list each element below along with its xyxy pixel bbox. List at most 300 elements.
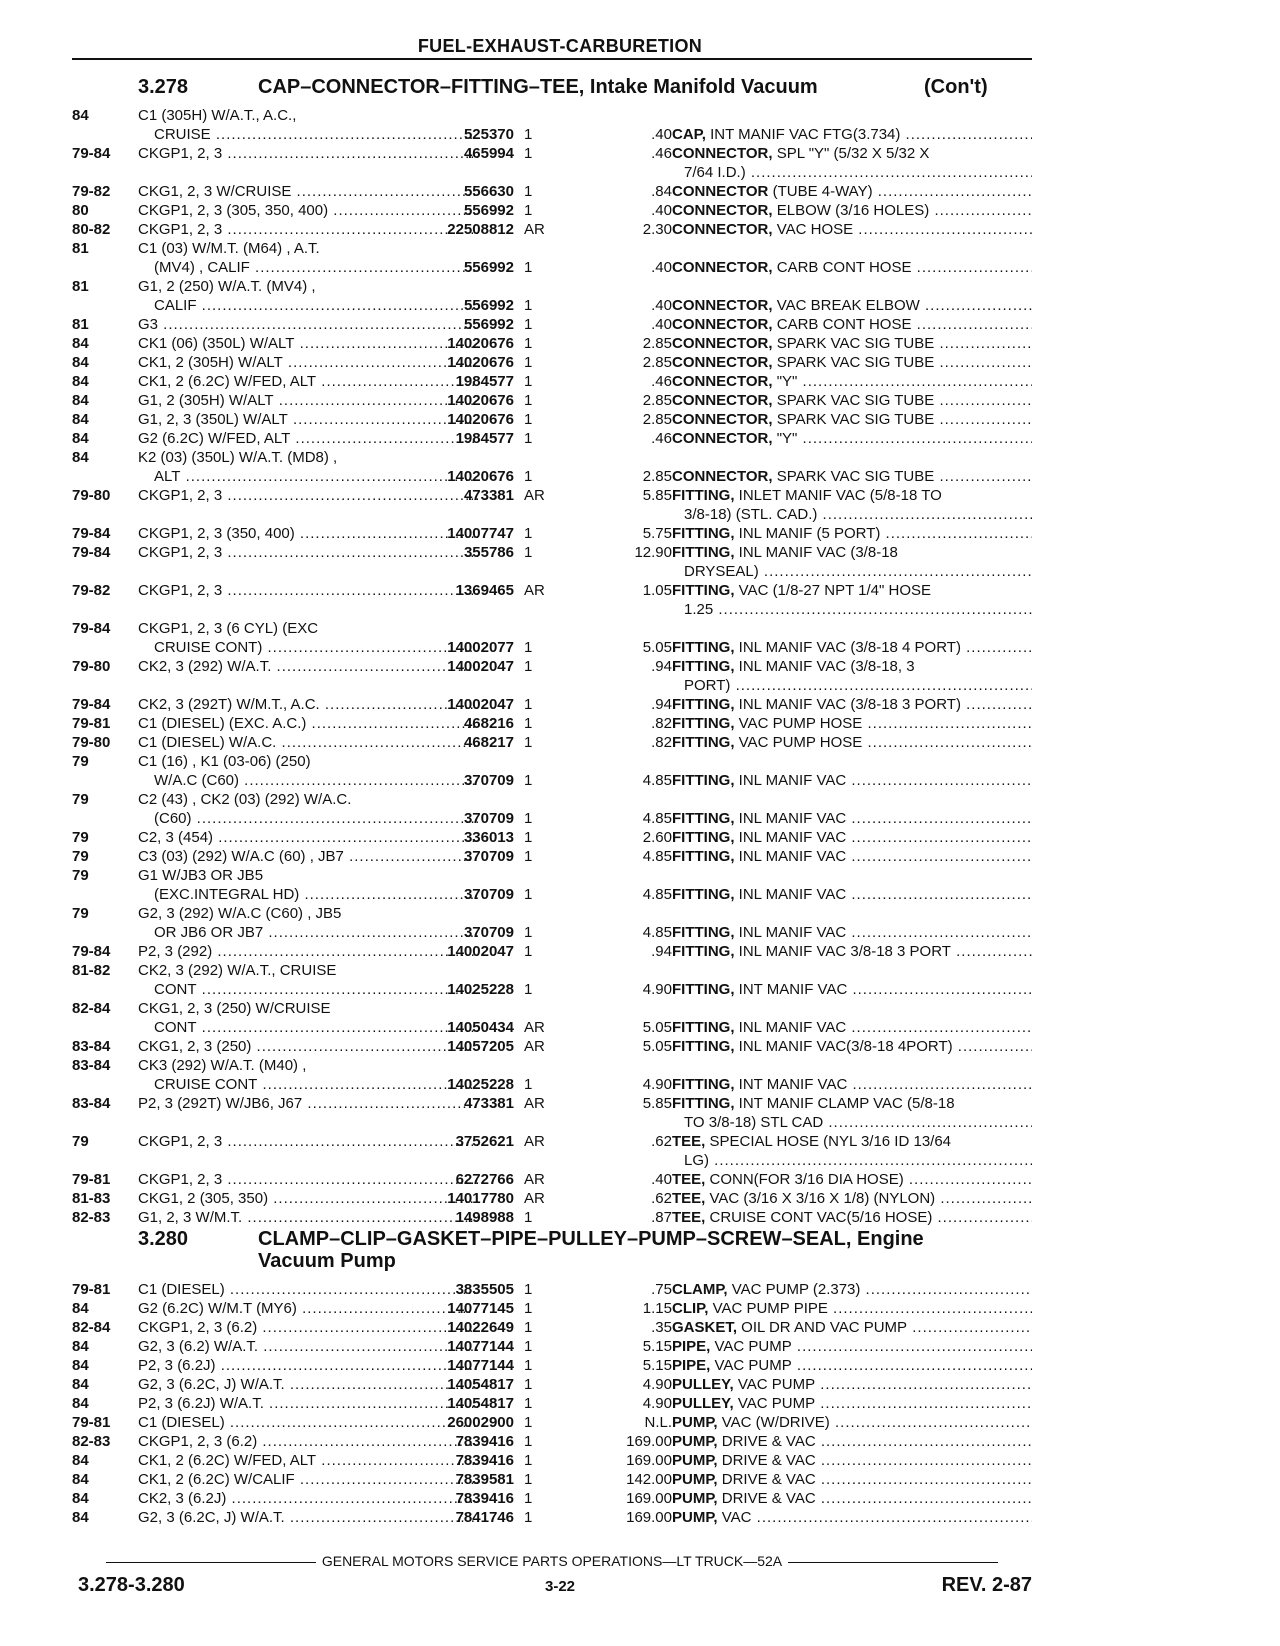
description-line: CLAMP, VAC PUMP (2.373) ..... <box>672 1280 1032 1299</box>
price: 2.85 <box>642 468 672 485</box>
model-application <box>138 1094 478 1113</box>
part-description <box>672 144 1032 182</box>
quantity: 1 <box>524 696 533 713</box>
model-line: CKGP1, 2, 3 ..... <box>138 144 478 163</box>
part-number: 1984577 <box>455 373 514 390</box>
year-range: 79-81 <box>72 1281 111 1298</box>
quantity: 1 <box>524 183 533 200</box>
part-description <box>672 1208 1032 1227</box>
part-number: 336013 <box>463 829 514 846</box>
part-keyword: CONNECTOR, <box>672 145 773 162</box>
model-line: C1 (305H) W/A.T., A.C., <box>138 107 297 124</box>
year-range: 79-81 <box>72 1414 111 1431</box>
part-number: 14054817 <box>447 1395 514 1412</box>
table-row <box>72 904 1032 942</box>
part-description <box>672 638 1032 657</box>
price: 4.85 <box>642 886 672 903</box>
quantity: AR <box>524 1171 545 1188</box>
part-number: 14017780 <box>447 1190 514 1207</box>
year-range: 83-84 <box>72 1095 111 1112</box>
model-line: CKGP1, 2, 3 (6.2) ..... <box>138 1318 478 1337</box>
description-line: CONNECTOR, VAC BREAK ELBOW ..... <box>672 296 1032 315</box>
part-keyword: FITTING, <box>672 544 735 561</box>
description-line: FITTING, INL MANIF (5 PORT) ..... <box>672 524 1032 543</box>
model-application <box>138 277 478 315</box>
model-line: ALT ..... <box>138 467 478 486</box>
model-application <box>138 657 478 676</box>
model-line: C1 (DIESEL) ..... <box>138 1413 478 1432</box>
model-application <box>138 353 478 372</box>
model-application <box>138 999 478 1037</box>
year-range: 81 <box>72 316 89 333</box>
price: .82 <box>651 734 672 751</box>
part-keyword: CONNECTOR, <box>672 430 773 447</box>
year-range: 84 <box>72 373 89 390</box>
description-line: FITTING, INT MANIF VAC ..... <box>672 980 1032 999</box>
part-keyword: PUMP, <box>672 1509 718 1526</box>
section-header-3-280 <box>72 1228 1032 1274</box>
description-line: CONNECTOR (TUBE 4-WAY) ..... <box>672 182 1032 201</box>
quantity: 1 <box>524 772 533 789</box>
model-line: P2, 3 (292) ..... <box>138 942 478 961</box>
model-line: C2 (43) , CK2 (03) (292) W/A.C. <box>138 791 352 808</box>
description-line: TO 3/8-18) STL CAD ..... <box>672 1113 1032 1132</box>
model-application <box>138 1189 478 1208</box>
model-application <box>138 1337 478 1356</box>
footer-revision: REV. 2-87 <box>941 1574 1032 1596</box>
price: 4.90 <box>642 1376 672 1393</box>
model-application <box>138 1470 478 1489</box>
quantity: 1 <box>524 1509 533 1526</box>
model-line: CONT ..... <box>138 1018 478 1037</box>
year-range: 79 <box>72 753 89 770</box>
model-application <box>138 201 478 220</box>
quantity: 1 <box>524 1414 533 1431</box>
part-description <box>672 1394 1032 1413</box>
table-row <box>72 1394 1032 1413</box>
price: 2.85 <box>642 335 672 352</box>
year-range: 79-82 <box>72 183 111 200</box>
footer-rule <box>106 1562 316 1563</box>
part-description <box>672 885 1032 904</box>
quantity: 1 <box>524 924 533 941</box>
price: 4.85 <box>642 772 672 789</box>
part-description <box>672 1299 1032 1318</box>
part-number: 1369465 <box>455 582 514 599</box>
table-row <box>72 353 1032 372</box>
description-line: FITTING, INL MANIF VAC ..... <box>672 1018 1032 1037</box>
price: 169.00 <box>626 1452 672 1469</box>
year-range: 79 <box>72 848 89 865</box>
part-keyword: CAP, <box>672 126 706 143</box>
part-keyword: FITTING, <box>672 924 735 941</box>
price: .40 <box>651 316 672 333</box>
part-keyword: PIPE, <box>672 1357 711 1374</box>
description-line: TEE, CONN(FOR 3/16 DIA HOSE) ..... <box>672 1170 1032 1189</box>
description-line: GASKET, OIL DR AND VAC PUMP ..... <box>672 1318 1032 1337</box>
model-line: CKGP1, 2, 3 (305, 350, 400) ..... <box>138 201 478 220</box>
part-keyword: TEE, <box>672 1190 706 1207</box>
model-application <box>138 1375 478 1394</box>
model-application <box>138 486 478 505</box>
part-number: 14007747 <box>447 525 514 542</box>
part-description <box>672 1489 1032 1508</box>
description-line: FITTING, INT MANIF CLAMP VAC (5/8-18 <box>672 1095 955 1112</box>
price: .82 <box>651 715 672 732</box>
part-keyword: CONNECTOR, <box>672 468 773 485</box>
description-line: FITTING, INL MANIF VAC ..... <box>672 923 1032 942</box>
model-line: G1, 2 (250) W/A.T. (MV4) , <box>138 278 316 295</box>
part-description <box>672 581 1032 619</box>
year-range: 81 <box>72 278 89 295</box>
part-description <box>672 296 1032 315</box>
description-line: 7/64 I.D.) ..... <box>672 163 1032 182</box>
description-line: FITTING, INL MANIF VAC (3/8-18, 3 <box>672 658 915 675</box>
table-row <box>72 714 1032 733</box>
quantity: 1 <box>524 1357 533 1374</box>
year-range: 84 <box>72 107 89 124</box>
model-line: CK2, 3 (6.2J) ..... <box>138 1489 478 1508</box>
price: .75 <box>651 1281 672 1298</box>
quantity: AR <box>524 1019 545 1036</box>
description-line: CONNECTOR, VAC HOSE ..... <box>672 220 1032 239</box>
model-line: CKGP1, 2, 3 ..... <box>138 1132 478 1151</box>
quantity: 1 <box>524 373 533 390</box>
table-row <box>72 334 1032 353</box>
year-range: 79 <box>72 791 89 808</box>
part-description <box>672 258 1032 277</box>
model-application <box>138 1356 478 1375</box>
year-range: 79 <box>72 1133 89 1150</box>
description-line: PORT) ..... <box>672 676 1032 695</box>
part-number: 3752621 <box>455 1133 514 1150</box>
model-application <box>138 961 478 999</box>
model-line: P2, 3 (292T) W/JB6, J67 ..... <box>138 1094 478 1113</box>
model-line: K2 (03) (350L) W/A.T. (MD8) , <box>138 449 338 466</box>
model-application <box>138 1056 478 1094</box>
year-range: 84 <box>72 1452 89 1469</box>
description-line: FITTING, INL MANIF VAC (3/8-18 3 PORT) ..... <box>672 695 1032 714</box>
part-description <box>672 467 1032 486</box>
part-number: 14022649 <box>447 1319 514 1336</box>
table-row <box>72 410 1032 429</box>
model-line: W/A.C (C60) ..... <box>138 771 478 790</box>
model-line: C1 (DIESEL) (EXC. A.C.) ..... <box>138 714 478 733</box>
model-line: (EXC.INTEGRAL HD) ..... <box>138 885 478 904</box>
model-application <box>138 1280 478 1299</box>
description-line: PULLEY, VAC PUMP ..... <box>672 1375 1032 1394</box>
year-range: 82-84 <box>72 1000 111 1017</box>
part-number: 556992 <box>463 316 514 333</box>
description-line: PUMP, DRIVE & VAC ..... <box>672 1470 1032 1489</box>
part-description <box>672 1189 1032 1208</box>
part-keyword: CONNECTOR, <box>672 373 773 390</box>
year-range: 84 <box>72 1300 89 1317</box>
description-line: FITTING, INL MANIF VAC ..... <box>672 809 1032 828</box>
table-row <box>72 828 1032 847</box>
part-number: 14025228 <box>447 981 514 998</box>
model-line: G2 (6.2C) W/M.T (MY6) ..... <box>138 1299 478 1318</box>
year-range: 84 <box>72 1376 89 1393</box>
year-range: 79-80 <box>72 487 111 504</box>
model-application <box>138 106 478 144</box>
quantity: 1 <box>524 468 533 485</box>
price: 142.00 <box>626 1471 672 1488</box>
table-row <box>72 581 1032 619</box>
description-line: CONNECTOR, "Y" ..... <box>672 372 1032 391</box>
year-range: 83-84 <box>72 1038 111 1055</box>
model-line: G1, 2 (305H) W/ALT ..... <box>138 391 478 410</box>
model-application <box>138 695 478 714</box>
table-row <box>72 201 1032 220</box>
part-number: 468217 <box>463 734 514 751</box>
footer-publisher: GENERAL MOTORS SERVICE PARTS OPERATIONS—LT TRUCK—52A <box>321 1553 783 1569</box>
model-line: CKGP1, 2, 3 (350, 400) ..... <box>138 524 478 543</box>
description-line: CLIP, VAC PUMP PIPE ..... <box>672 1299 1032 1318</box>
quantity: 1 <box>524 734 533 751</box>
description-line: TEE, SPECIAL HOSE (NYL 3/16 ID 13/64 <box>672 1133 952 1150</box>
model-line: (C60) ..... <box>138 809 478 828</box>
model-application <box>138 714 478 733</box>
year-range: 81-83 <box>72 1190 111 1207</box>
model-line: C1 (03) W/M.T. (M64) , A.T. <box>138 240 320 257</box>
part-number: 556992 <box>463 297 514 314</box>
year-range: 79-81 <box>72 1171 111 1188</box>
year-range: 79-80 <box>72 734 111 751</box>
model-line: G1, 2, 3 (350L) W/ALT ..... <box>138 410 478 429</box>
quantity: 1 <box>524 430 533 447</box>
part-description <box>672 1337 1032 1356</box>
description-line: FITTING, INL MANIF VAC ..... <box>672 885 1032 904</box>
model-line: (MV4) , CALIF ..... <box>138 258 478 277</box>
price: 2.85 <box>642 411 672 428</box>
part-keyword: CONNECTOR, <box>672 202 773 219</box>
quantity: 1 <box>524 1395 533 1412</box>
quantity: 1 <box>524 1490 533 1507</box>
price: 5.85 <box>642 487 672 504</box>
part-number: 7839581 <box>455 1471 514 1488</box>
header-rule <box>72 58 1032 60</box>
table-row <box>72 1432 1032 1451</box>
year-range: 84 <box>72 411 89 428</box>
quantity: 1 <box>524 886 533 903</box>
description-line: FITTING, INL MANIF VAC ..... <box>672 771 1032 790</box>
part-number: 14020676 <box>447 335 514 352</box>
description-line: FITTING, VAC (1/8-27 NPT 1/4" HOSE <box>672 582 932 599</box>
quantity: 1 <box>524 335 533 352</box>
description-line: TEE, VAC (3/16 X 3/16 X 1/8) (NYLON) ..... <box>672 1189 1032 1208</box>
year-range: 84 <box>72 1471 89 1488</box>
price: 2.85 <box>642 354 672 371</box>
model-line: CK2, 3 (292T) W/M.T., A.C. ..... <box>138 695 478 714</box>
model-application <box>138 524 478 543</box>
part-number: 355786 <box>463 544 514 561</box>
footer-rule <box>788 1562 998 1563</box>
model-line: CKGP1, 2, 3 ..... <box>138 220 478 239</box>
part-description <box>672 1075 1032 1094</box>
price: .40 <box>651 259 672 276</box>
description-line: FITTING, VAC PUMP HOSE ..... <box>672 714 1032 733</box>
model-line: CK2, 3 (292) W/A.T. ..... <box>138 657 478 676</box>
table-row <box>72 657 1032 695</box>
part-description <box>672 1094 1032 1132</box>
part-description <box>672 182 1032 201</box>
model-line: C3 (03) (292) W/A.C (60) , JB7 ..... <box>138 847 478 866</box>
part-description <box>672 1280 1032 1299</box>
table-row <box>72 220 1032 239</box>
quantity: 1 <box>524 354 533 371</box>
part-number: 370709 <box>463 924 514 941</box>
model-application <box>138 1413 478 1432</box>
price: 4.85 <box>642 924 672 941</box>
year-range: 79-84 <box>72 696 111 713</box>
part-description <box>672 828 1032 847</box>
model-line: P2, 3 (6.2J) W/A.T. ..... <box>138 1394 478 1413</box>
section-title <box>258 1228 1032 1272</box>
part-keyword: FITTING, <box>672 772 735 789</box>
price: 1.05 <box>642 582 672 599</box>
part-description <box>672 1470 1032 1489</box>
description-line: PULLEY, VAC PUMP ..... <box>672 1394 1032 1413</box>
description-line: PIPE, VAC PUMP ..... <box>672 1356 1032 1375</box>
table-row <box>72 391 1032 410</box>
price: .62 <box>651 1133 672 1150</box>
model-application <box>138 1037 478 1056</box>
price: 169.00 <box>626 1490 672 1507</box>
part-keyword: FITTING, <box>672 848 735 865</box>
part-description <box>672 201 1032 220</box>
model-application <box>138 372 478 391</box>
part-description <box>672 1356 1032 1375</box>
model-line: CKGP1, 2, 3 ..... <box>138 486 478 505</box>
quantity: 1 <box>524 316 533 333</box>
part-keyword: FITTING, <box>672 487 735 504</box>
quantity: 1 <box>524 715 533 732</box>
part-keyword: FITTING, <box>672 734 735 751</box>
table-row <box>72 1094 1032 1132</box>
model-line: CK1, 2 (305H) W/ALT ..... <box>138 353 478 372</box>
year-range: 79 <box>72 867 89 884</box>
table-row <box>72 695 1032 714</box>
model-line: C1 (DIESEL) ..... <box>138 1280 478 1299</box>
price: .40 <box>651 126 672 143</box>
quantity: 1 <box>524 1300 533 1317</box>
part-number: 7839416 <box>455 1452 514 1469</box>
description-line: DRYSEAL) ..... <box>672 562 1032 581</box>
description-line: PUMP, DRIVE & VAC ..... <box>672 1489 1032 1508</box>
quantity: 1 <box>524 1471 533 1488</box>
part-keyword: FITTING, <box>672 829 735 846</box>
part-number: 14020676 <box>447 354 514 371</box>
description-line: FITTING, INL MANIF VAC ..... <box>672 828 1032 847</box>
model-line: CK1 (06) (350L) W/ALT ..... <box>138 334 478 353</box>
year-range: 84 <box>72 354 89 371</box>
part-description <box>672 429 1032 448</box>
quantity: AR <box>524 1038 545 1055</box>
table-row <box>72 1413 1032 1432</box>
continued-label: (Con't) <box>924 76 988 98</box>
quantity: 1 <box>524 1376 533 1393</box>
year-range: 79-84 <box>72 544 111 561</box>
part-description <box>672 809 1032 828</box>
part-number: 468216 <box>463 715 514 732</box>
description-line: FITTING, VAC PUMP HOSE ..... <box>672 733 1032 752</box>
year-range: 82-84 <box>72 1319 111 1336</box>
year-range: 84 <box>72 1357 89 1374</box>
part-number: 370709 <box>463 886 514 903</box>
year-range: 79-84 <box>72 525 111 542</box>
price: 5.05 <box>642 639 672 656</box>
part-number: 473381 <box>463 1095 514 1112</box>
model-line: CKG1, 2, 3 (250) ..... <box>138 1037 478 1056</box>
price: 2.85 <box>642 392 672 409</box>
model-line: G1 W/JB3 OR JB5 <box>138 867 264 884</box>
year-range: 81-82 <box>72 962 111 979</box>
part-description <box>672 486 1032 524</box>
price: 5.05 <box>642 1038 672 1055</box>
model-application <box>138 1432 478 1451</box>
part-keyword: FITTING, <box>672 943 735 960</box>
part-description <box>672 923 1032 942</box>
part-keyword: TEE, <box>672 1209 706 1226</box>
part-number: 556992 <box>463 202 514 219</box>
part-keyword: CONNECTOR, <box>672 316 773 333</box>
description-line: 1.25 ..... <box>672 600 1032 619</box>
year-range: 79-81 <box>72 715 111 732</box>
year-range: 80-82 <box>72 221 111 238</box>
quantity: 1 <box>524 297 533 314</box>
part-description <box>672 1318 1032 1337</box>
description-line: CONNECTOR, ELBOW (3/16 HOLES) ..... <box>672 201 1032 220</box>
price: .46 <box>651 430 672 447</box>
part-description <box>672 125 1032 144</box>
model-application <box>138 144 478 163</box>
part-number: 556630 <box>463 183 514 200</box>
description-line: TEE, CRUISE CONT VAC(5/16 HOSE) ..... <box>672 1208 1032 1227</box>
price: 4.90 <box>642 1395 672 1412</box>
description-line: CONNECTOR, SPL "Y" (5/32 X 5/32 X <box>672 145 930 162</box>
part-keyword: FITTING, <box>672 1038 735 1055</box>
section-number: 3.278 <box>138 76 189 98</box>
price: .94 <box>651 696 672 713</box>
price: 5.75 <box>642 525 672 542</box>
model-line: CK1, 2 (6.2C) W/FED, ALT ..... <box>138 1451 478 1470</box>
part-description <box>672 543 1032 581</box>
table-row <box>72 790 1032 828</box>
description-line: PUMP, DRIVE & VAC ..... <box>672 1451 1032 1470</box>
model-line: CRUISE CONT ..... <box>138 1075 478 1094</box>
table-row <box>72 239 1032 277</box>
description-line: LG) ..... <box>672 1151 1032 1170</box>
description-line: FITTING, INL MANIF VAC (3/8-18 4 PORT) ..... <box>672 638 1032 657</box>
table-row <box>72 1451 1032 1470</box>
part-number: 370709 <box>463 772 514 789</box>
year-range: 79-84 <box>72 145 111 162</box>
part-number: 14054817 <box>447 1376 514 1393</box>
model-application <box>138 828 478 847</box>
part-number: 14057205 <box>447 1038 514 1055</box>
description-line: CAP, INT MANIF VAC FTG(3.734) ..... <box>672 125 1032 144</box>
part-keyword: FITTING, <box>672 1019 735 1036</box>
footer-section-range: 3.278-3.280 <box>78 1574 185 1596</box>
year-range: 81 <box>72 240 89 257</box>
quantity: 1 <box>524 1319 533 1336</box>
part-description <box>672 714 1032 733</box>
quantity: 1 <box>524 126 533 143</box>
part-keyword: FITTING, <box>672 981 735 998</box>
part-description <box>672 1432 1032 1451</box>
quantity: 1 <box>524 1209 533 1226</box>
